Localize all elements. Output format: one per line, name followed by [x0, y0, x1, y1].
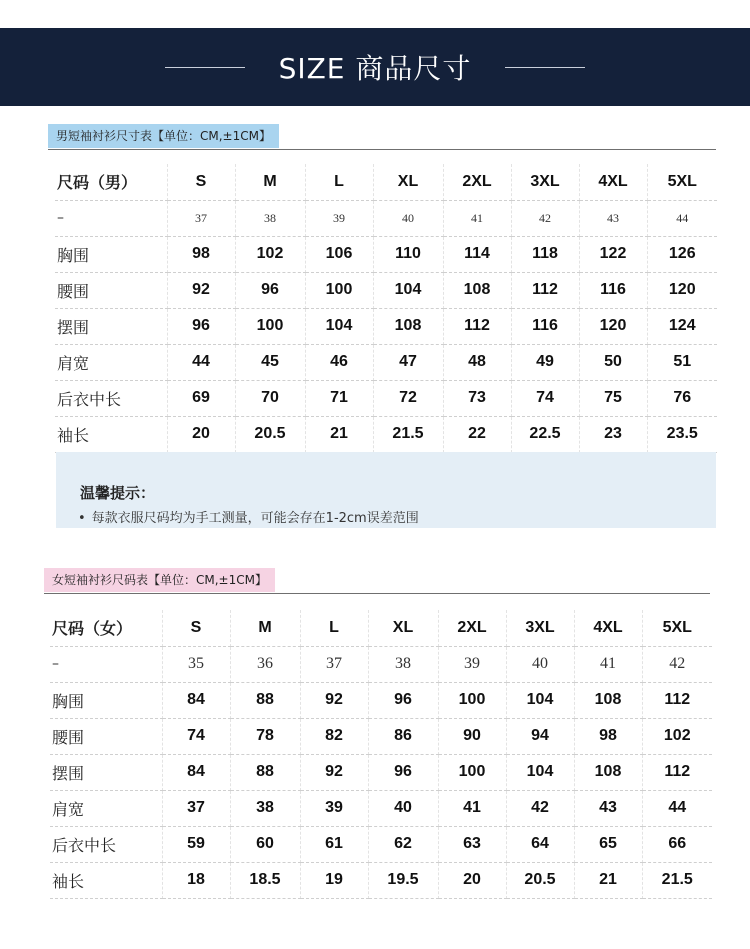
row-label: –	[55, 200, 167, 236]
size-cell: 61	[300, 826, 368, 862]
size-cell: 104	[305, 308, 373, 344]
size-cell: 20	[167, 416, 235, 452]
size-cell: 5XL	[647, 164, 717, 200]
women-size-table	[50, 610, 712, 899]
size-cell: 116	[511, 308, 579, 344]
men-header-row	[55, 164, 717, 200]
men-measure-row	[55, 344, 717, 380]
row-label: –	[50, 646, 162, 682]
size-cell: 2XL	[438, 610, 506, 646]
size-cell: 40	[368, 790, 438, 826]
size-cell: 37	[167, 200, 235, 236]
women-measure-row	[50, 754, 712, 790]
size-cell: 88	[230, 682, 300, 718]
size-cell: 126	[647, 236, 717, 272]
size-cell: 78	[230, 718, 300, 754]
tips-text: 每款衣服尺码均为手工测量，可能会存在1-2cm误差范围	[91, 511, 419, 526]
size-cell: 116	[579, 272, 647, 308]
size-cell: 38	[235, 200, 305, 236]
size-cell: 75	[579, 380, 647, 416]
size-cell: 104	[506, 754, 574, 790]
banner-left-rule	[165, 67, 245, 68]
size-cell: 92	[300, 754, 368, 790]
size-cell: 4XL	[574, 610, 642, 646]
size-cell: 39	[300, 790, 368, 826]
size-cell: 22.5	[511, 416, 579, 452]
size-cell: 37	[162, 790, 230, 826]
size-cell: 114	[443, 236, 511, 272]
size-cell: 72	[373, 380, 443, 416]
size-cell: 74	[511, 380, 579, 416]
size-cell: 112	[511, 272, 579, 308]
size-cell: 41	[438, 790, 506, 826]
size-cell: 94	[506, 718, 574, 754]
size-cell: 69	[167, 380, 235, 416]
size-cell: 19	[300, 862, 368, 898]
size-cell: 92	[167, 272, 235, 308]
men-measure-row	[55, 380, 717, 416]
size-cell: 108	[443, 272, 511, 308]
men-measure-row	[55, 416, 717, 452]
size-cell: 5XL	[642, 610, 712, 646]
size-cell: 23	[579, 416, 647, 452]
row-label: 腰围	[55, 272, 167, 308]
row-label: 尺码（女）	[50, 610, 162, 646]
row-label: 袖长	[50, 862, 162, 898]
size-cell: 42	[642, 646, 712, 682]
size-cell: 82	[300, 718, 368, 754]
tips-bullet: •	[78, 511, 86, 526]
tips-title: 温馨提示：	[80, 484, 156, 502]
row-label: 胸围	[50, 682, 162, 718]
size-cell: XL	[373, 164, 443, 200]
tips-box	[56, 452, 716, 528]
size-cell: 62	[368, 826, 438, 862]
size-cell: 4XL	[579, 164, 647, 200]
size-cell: 64	[506, 826, 574, 862]
row-label: 肩宽	[55, 344, 167, 380]
row-label: 尺码（男）	[55, 164, 167, 200]
size-cell: 96	[368, 754, 438, 790]
men-size-table	[55, 164, 717, 453]
row-label: 摆围	[50, 754, 162, 790]
size-cell: 48	[443, 344, 511, 380]
size-cell: 100	[438, 682, 506, 718]
size-cell: 20	[438, 862, 506, 898]
size-cell: 86	[368, 718, 438, 754]
page-title: SIZE 商品尺寸	[278, 52, 472, 85]
size-cell: 112	[443, 308, 511, 344]
size-cell: 38	[230, 790, 300, 826]
size-cell: 2XL	[443, 164, 511, 200]
size-cell: 122	[579, 236, 647, 272]
size-cell: 50	[579, 344, 647, 380]
size-cell: 100	[235, 308, 305, 344]
size-cell: 88	[230, 754, 300, 790]
size-cell: M	[235, 164, 305, 200]
size-cell: 38	[368, 646, 438, 682]
size-cell: XL	[368, 610, 438, 646]
size-cell: 96	[167, 308, 235, 344]
women-header-row	[50, 610, 712, 646]
size-cell: 102	[235, 236, 305, 272]
size-cell: 21.5	[373, 416, 443, 452]
size-cell: 19.5	[368, 862, 438, 898]
size-cell: 106	[305, 236, 373, 272]
size-cell: 37	[300, 646, 368, 682]
size-cell: 40	[373, 200, 443, 236]
size-cell: 21	[574, 862, 642, 898]
size-cell: 20.5	[506, 862, 574, 898]
size-cell: 46	[305, 344, 373, 380]
size-cell: 44	[167, 344, 235, 380]
size-cell: 39	[305, 200, 373, 236]
size-cell: 84	[162, 754, 230, 790]
men-tag-rule	[48, 149, 716, 150]
women-measure-row	[50, 718, 712, 754]
banner-right-rule	[505, 67, 585, 68]
size-cell: 23.5	[647, 416, 717, 452]
size-cell: 65	[574, 826, 642, 862]
size-cell: 96	[235, 272, 305, 308]
size-cell: 3XL	[511, 164, 579, 200]
size-cell: 70	[235, 380, 305, 416]
size-cell: 47	[373, 344, 443, 380]
size-cell: 44	[647, 200, 717, 236]
women-measure-row	[50, 826, 712, 862]
size-cell: 59	[162, 826, 230, 862]
row-label: 摆围	[55, 308, 167, 344]
size-cell: 112	[642, 682, 712, 718]
men-size-table-tag: 男短袖衬衫尺寸表【单位：CM,±1CM】	[48, 124, 279, 148]
size-cell: 120	[579, 308, 647, 344]
size-cell: S	[162, 610, 230, 646]
size-cell: 66	[642, 826, 712, 862]
size-cell: 60	[230, 826, 300, 862]
size-cell: 108	[373, 308, 443, 344]
row-label: 后衣中长	[50, 826, 162, 862]
women-measure-row	[50, 862, 712, 898]
size-cell: 44	[642, 790, 712, 826]
men-eu-size-row	[55, 200, 717, 236]
size-cell: 104	[506, 682, 574, 718]
size-cell: 73	[443, 380, 511, 416]
size-cell: 102	[642, 718, 712, 754]
size-cell: 96	[368, 682, 438, 718]
men-measure-row	[55, 308, 717, 344]
size-cell: 92	[300, 682, 368, 718]
size-cell: 35	[162, 646, 230, 682]
men-measure-row	[55, 272, 717, 308]
size-cell: 42	[506, 790, 574, 826]
women-tag-rule	[44, 593, 710, 594]
size-cell: 3XL	[506, 610, 574, 646]
size-cell: 98	[167, 236, 235, 272]
title-banner	[0, 28, 750, 106]
size-cell: 21	[305, 416, 373, 452]
size-cell: 21.5	[642, 862, 712, 898]
women-measure-row	[50, 682, 712, 718]
size-cell: 41	[443, 200, 511, 236]
row-label: 袖长	[55, 416, 167, 452]
size-cell: 76	[647, 380, 717, 416]
size-cell: 71	[305, 380, 373, 416]
women-eu-size-row	[50, 646, 712, 682]
size-cell: 43	[579, 200, 647, 236]
size-cell: L	[300, 610, 368, 646]
women-tag-row	[0, 568, 750, 594]
men-tag-row	[0, 124, 750, 150]
size-cell: 112	[642, 754, 712, 790]
size-cell: 20.5	[235, 416, 305, 452]
size-cell: 63	[438, 826, 506, 862]
size-cell: 39	[438, 646, 506, 682]
size-cell: 43	[574, 790, 642, 826]
men-size-section	[0, 124, 750, 150]
women-size-section	[0, 568, 750, 594]
size-cell: 100	[305, 272, 373, 308]
row-label: 肩宽	[50, 790, 162, 826]
size-cell: 120	[647, 272, 717, 308]
row-label: 腰围	[50, 718, 162, 754]
size-cell: 42	[511, 200, 579, 236]
size-cell: 104	[373, 272, 443, 308]
size-cell: 100	[438, 754, 506, 790]
size-cell: 98	[574, 718, 642, 754]
size-cell: 45	[235, 344, 305, 380]
men-measure-row	[55, 236, 717, 272]
size-cell: 74	[162, 718, 230, 754]
size-cell: S	[167, 164, 235, 200]
size-cell: 84	[162, 682, 230, 718]
size-cell: 108	[574, 754, 642, 790]
women-size-table-tag: 女短袖衬衫尺码表【单位：CM,±1CM】	[44, 568, 275, 592]
women-measure-row	[50, 790, 712, 826]
size-cell: 108	[574, 682, 642, 718]
size-cell: 40	[506, 646, 574, 682]
tips-line	[78, 507, 419, 526]
size-cell: M	[230, 610, 300, 646]
size-cell: 49	[511, 344, 579, 380]
size-cell: 22	[443, 416, 511, 452]
size-cell: 118	[511, 236, 579, 272]
size-cell: 18.5	[230, 862, 300, 898]
size-cell: 90	[438, 718, 506, 754]
size-cell: 124	[647, 308, 717, 344]
size-cell: L	[305, 164, 373, 200]
size-cell: 18	[162, 862, 230, 898]
size-cell: 41	[574, 646, 642, 682]
size-cell: 51	[647, 344, 717, 380]
size-cell: 110	[373, 236, 443, 272]
row-label: 胸围	[55, 236, 167, 272]
size-cell: 36	[230, 646, 300, 682]
row-label: 后衣中长	[55, 380, 167, 416]
